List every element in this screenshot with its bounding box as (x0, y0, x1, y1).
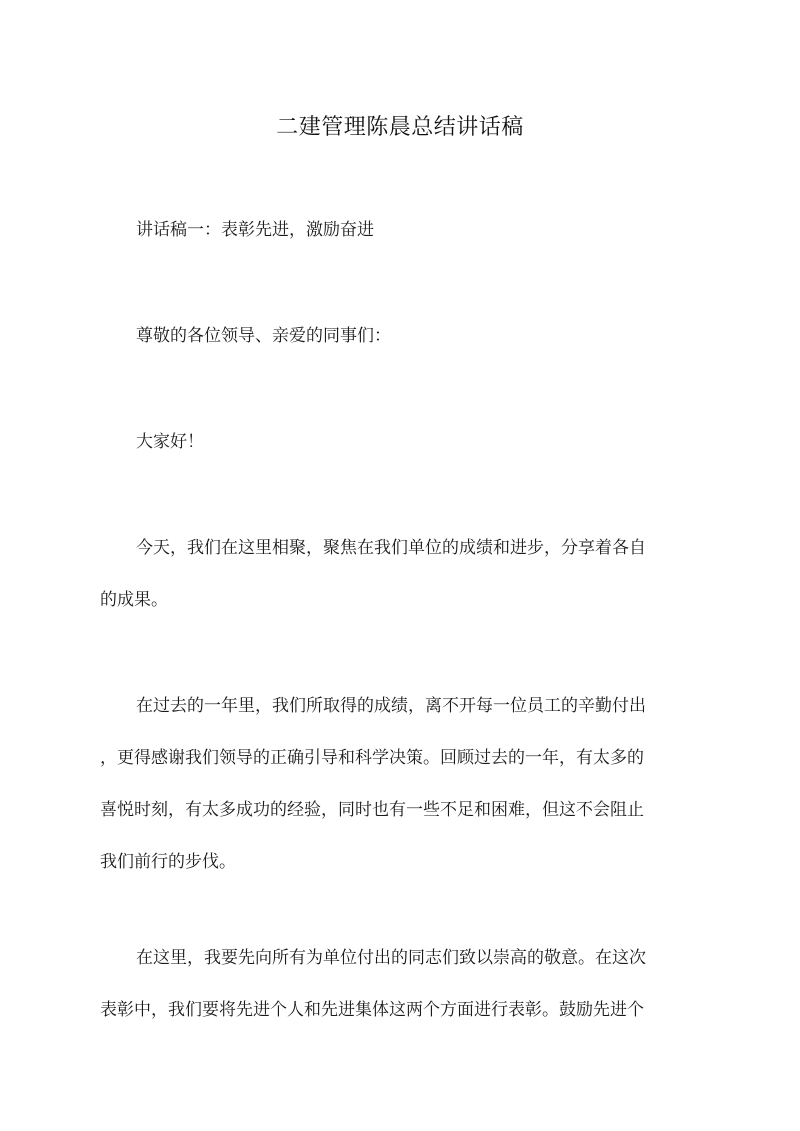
paragraph-line: 我们前行的步伐。 (100, 852, 236, 872)
paragraph-line: 在过去的一年里，我们所取得的成绩，离不开每一位员工的辛勤付出 (136, 696, 646, 716)
paragraph-tribute (100, 932, 700, 1036)
paragraph-line: 尊敬的各位领导、亲爱的同事们： (136, 326, 391, 346)
paragraph-line: 大家好！ (136, 432, 204, 452)
greeting (100, 416, 700, 468)
paragraph-line: 表彰中，我们要将先进个人和先进集体这两个方面进行表彰。鼓励先进个 (100, 1000, 644, 1020)
paragraph-intro (100, 522, 700, 626)
salutation (100, 310, 700, 362)
speech-heading (100, 204, 700, 256)
paragraph-line: ，更得感谢我们领导的正确引导和科学决策。回顾过去的一年，有太多的 (100, 748, 644, 768)
paragraph-line: 今天，我们在这里相聚，聚焦在我们单位的成绩和进步，分享着各自 (136, 538, 646, 558)
paragraph-line: 喜悦时刻，有太多成功的经验，同时也有一些不足和困难，但这不会阻止 (100, 800, 644, 820)
paragraph-line: 的成果。 (100, 590, 168, 610)
paragraph-review (100, 680, 700, 888)
paragraph-line: 讲话稿一：表彰先进，激励奋进 (136, 220, 374, 240)
document-title: 二建管理陈晨总结讲话稿 (276, 114, 524, 140)
paragraph-line: 在这里，我要先向所有为单位付出的同志们致以崇高的敬意。在这次 (136, 948, 646, 968)
